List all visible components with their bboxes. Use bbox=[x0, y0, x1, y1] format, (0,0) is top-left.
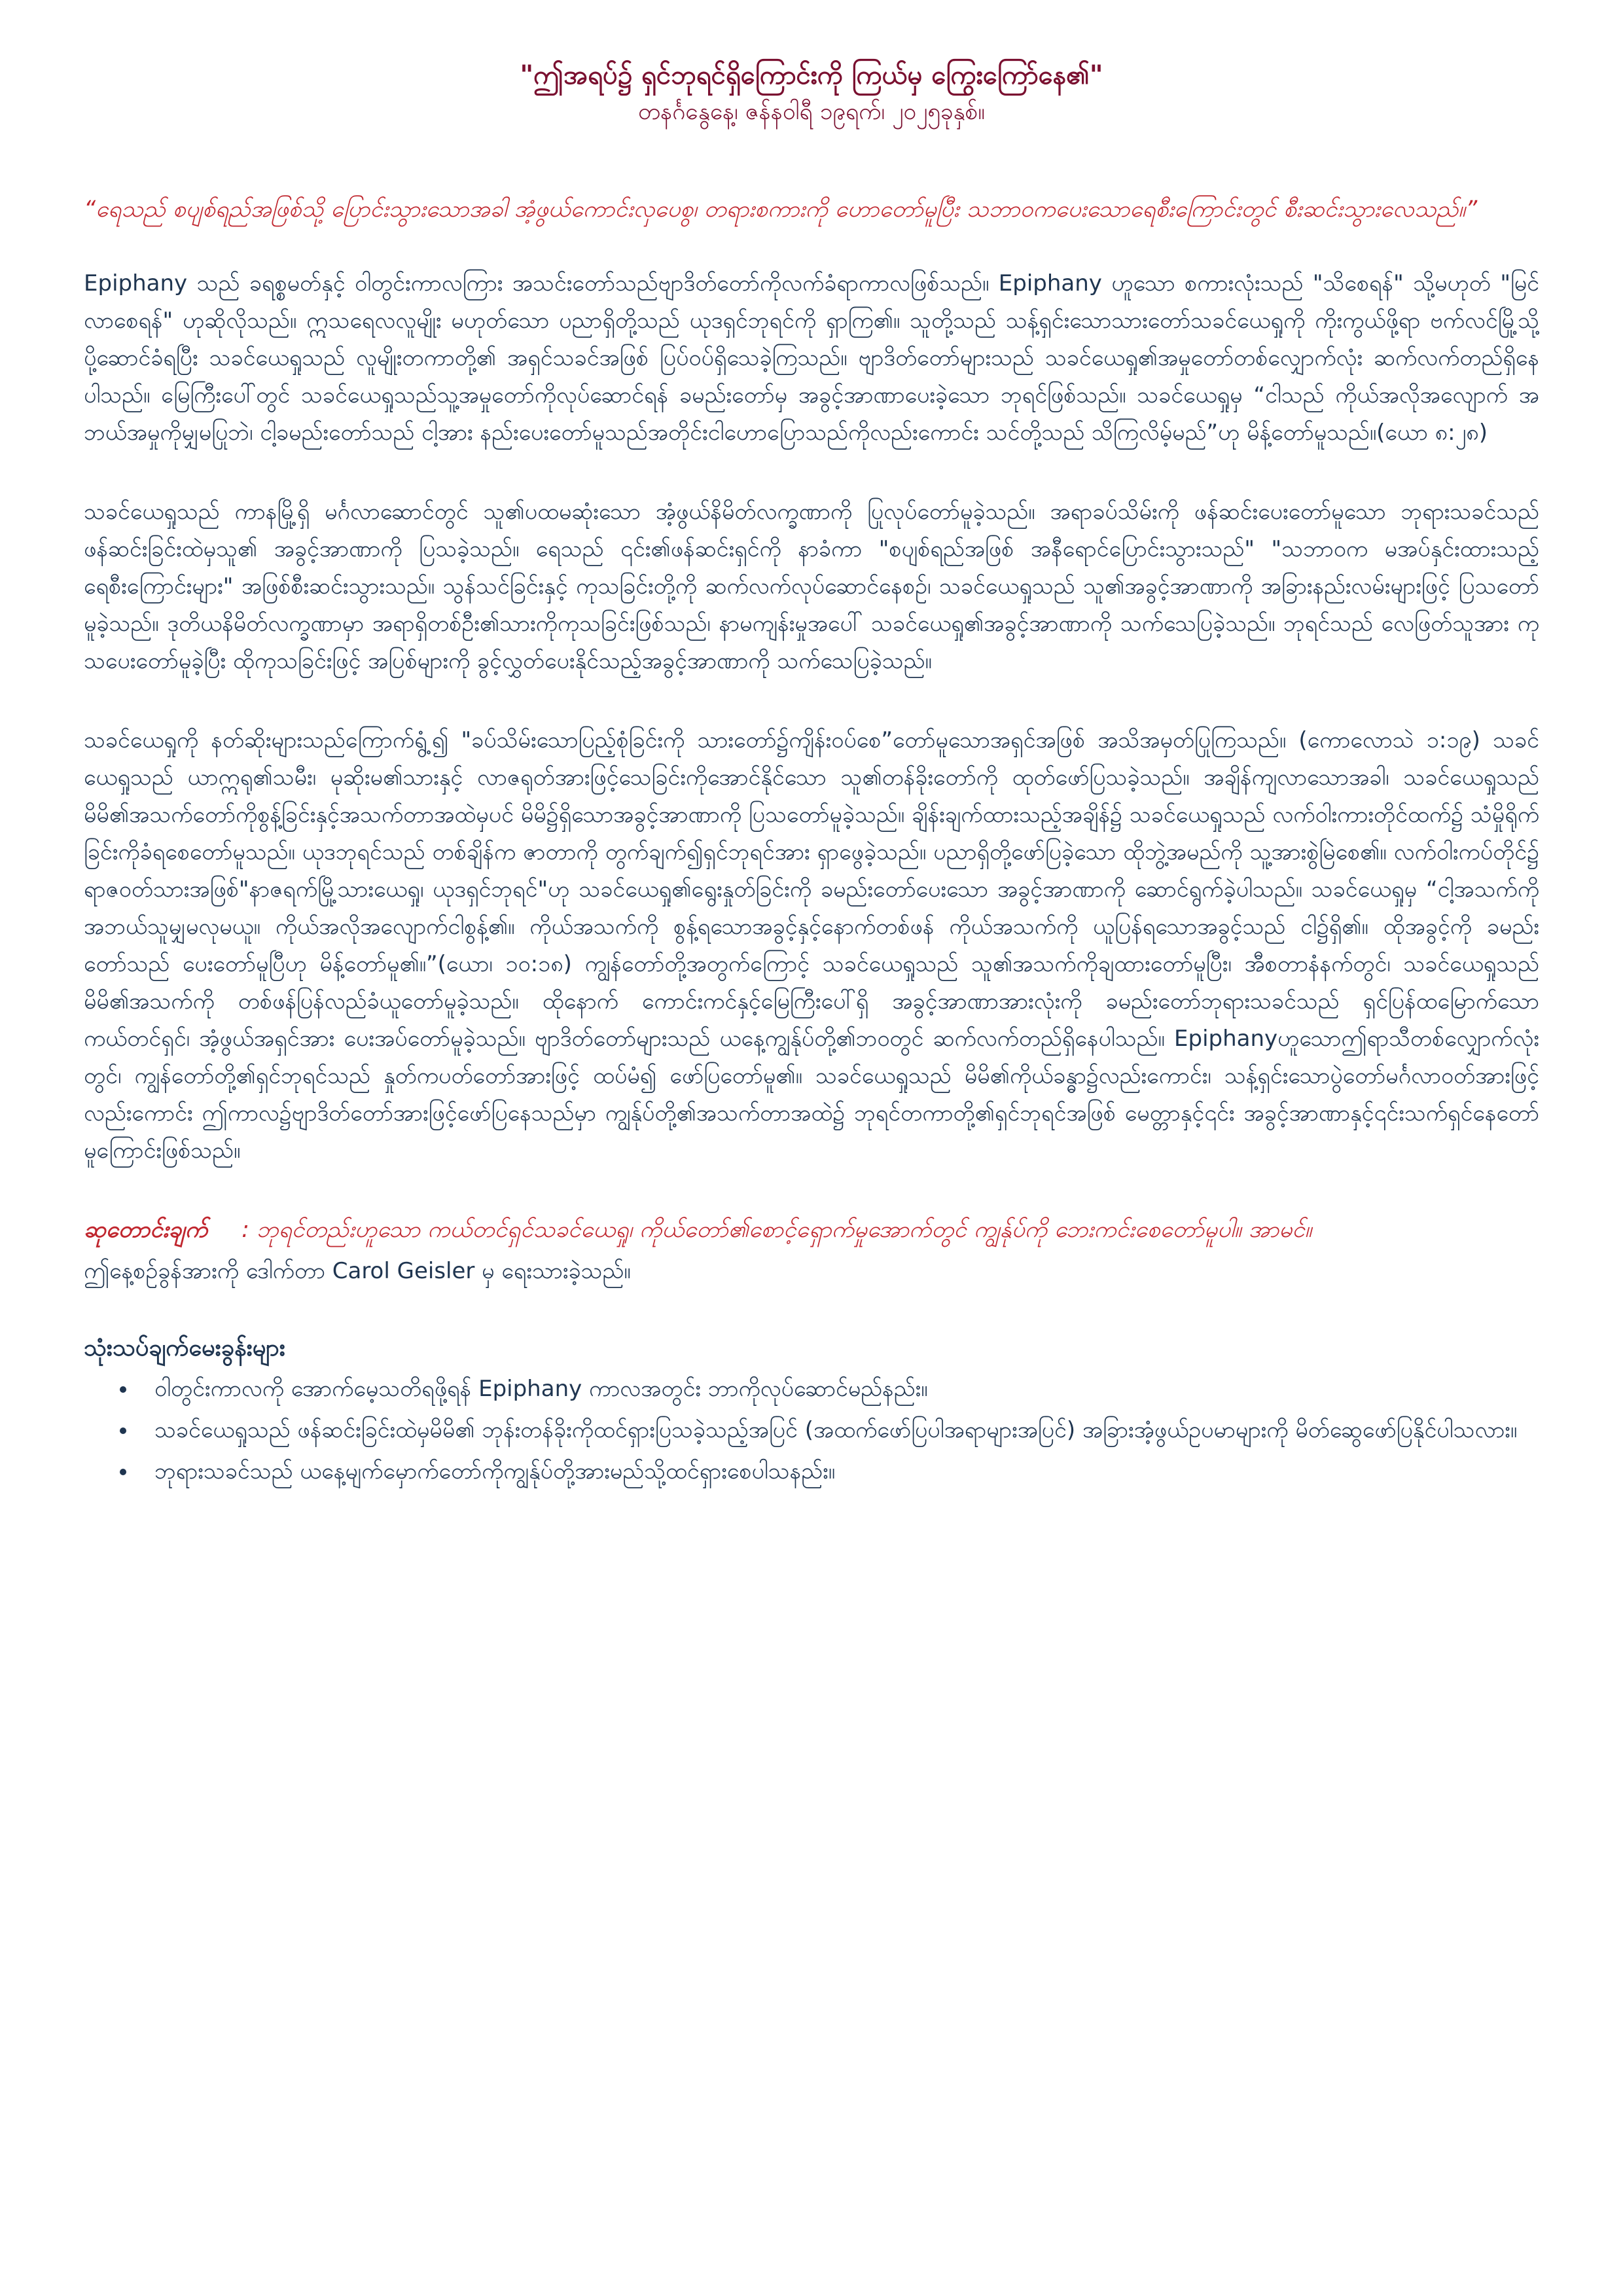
question-item-1: • ဝါတွင်းကာလကို အောက်မေ့သတိရဖို့ရန် Epiphany ကာလအတွင်း ဘာကိုလုပ်ဆောင်မည်နည်း။ bbox=[137, 1371, 1539, 1408]
body-paragraph-3: သခင်ယေရှုကို နတ်ဆိုးများသည်ကြောက်ရွံ့၍ "ခပ်သိမ်းသောပြည့်စုံခြင်းကို သားတော်၌ကျိန်းဝပ်စေ”တော်မူသောအရှင်အဖြစ် အသိအမှတ်ပြုကြသည်။ (ကောလောသဲ ၁:၁၉) သခင်ယေရှုသည် ယာဣရု၏သမီး၊ မုဆိုးမ၏သားနှင့် လာဇရုတ်အားဖြင့်သေခြင်းကိုအောင်နိုင်သော သူ၏တန်ခိုးတော်ကို ထုတ်ဖော်ပြသခဲ့သည်။ အချိန်ကျလာသောအခါ၊ သခင်ယေရှုသည် မိမိ၏အသက်တော်ကိုစွန့်ခြင်းနှင့်အသက်တာအထဲမှပင် မိမိ၌ရှိသောအခွင့်အာဏာကို ပြသတော်မူခဲ့သည်။ ချိန်းချက်ထားသည့်အချိန်၌ သခင်ယေရှုသည် လက်ဝါးကားတိုင်ထက်၌ သံမှိုရိုက်ခြင်းကိုခံရစေတော်မူသည်။ ယုဒဘုရင်သည် တစ်ချိန်က ဇာတာကို တွက်ချက်၍ရှင်ဘုရင်အား ရှာဖွေခဲ့သည်။ ပညာရှိတို့ဖော်ပြခဲ့သော ထိုဘွဲ့အမည်ကို သူ့အားစွဲမြဲစေ၏။ လက်ဝါးကပ်တိုင်၌ ရာဇဝတ်သားအဖြစ်"နာဇရက်မြို့သားယေရှု၊ ယုဒရှင်ဘုရင်"ဟု သခင်ယေရှု၏ရွေးနှုတ်ခြင်းကို ခမည်းတော်ပေးသော အခွင့်အာဏာကို ဆောင်ရွက်ခဲ့ပါသည်။ သခင်ယေရှုမှ “ငါ့အသက်ကို အဘယ်သူမျှမလုမယူ။ ကိုယ်အလိုအလျောက်ငါစွန့်၏။ ကိုယ်အသက်ကို စွန့်ရသောအခွင့်နှင့်နောက်တစ်ဖန် ကိုယ်အသက်ကို ယူပြန်ရသောအခွင့်သည် ငါ၌ရှိ၏။ ထိုအခွင့်ကို ခမည်းတော်သည် ပေးတော်မူပြီဟု မိန့်တော်မူ၏။”(ယော၊ ၁၀:၁၈) ကျွန်တော်တို့အတွက်ကြောင့် သခင်ယေရှုသည် သူ၏အသက်ကိုချထားတော်မူပြီး၊ အီစတာနံနက်တွင်၊ သခင်ယေရှုသည် မိမိ၏အသက်ကို တစ်ဖန်ပြန်လည်ခံယူတော်မူခဲ့သည်။ ထိုနောက် ကောင်းကင်နှင့်မြေကြီးပေါ်ရှိ အခွင့်အာဏာအားလုံးကို ခမည်းတော်ဘုရားသခင်သည် ရှင်ပြန်ထမြောက်သော ကယ်တင်ရှင်၊ အံ့ဖွယ်အရှင်အား ပေးအပ်တော်မူခဲ့သည်။ ဗျာဒိတ်တော်များသည် ယနေ့ကျွန်ုပ်တို့၏ဘဝတွင် ဆက်လက်တည်ရှိနေပါသည်။ Epiphanyဟူသောဤရာသီတစ်လျှောက်လုံးတွင်၊ ကျွန်တော်တို့၏ရှင်ဘုရင်သည် နှုတ်ကပတ်တော်အားဖြင့် ထပ်မံ၍ ဖော်ပြတော်မူ၏။ သခင်ယေရှုသည် မိမိ၏ကိုယ်ခန္ဓာ၌လည်းကောင်း၊ သန့်ရှင်းသောပွဲတော်မင်္ဂလာဝတ်အားဖြင့်လည်းကောင်း ဤကာလ၌ဗျာဒိတ်တော်အားဖြင့်ဖော်ပြနေသည်မှာ ကျွန်ုပ်တို့၏အသက်တာအထဲ၌ ဘုရင်တကာတို့၏ရှင်ဘုရင်အဖြစ် မေတ္တာနှင့်၎င်း အခွင့်အာဏာနှင့်၎င်းသက်ရှင်နေတော်မူကြောင်းဖြစ်သည်။ bbox=[84, 727, 1539, 1164]
page-title: "ဤအရပ်၌ ရှင်ဘုရင်ရှိကြောင်းကို ကြယ်မှ ကြွေးကြော်နေ၏" bbox=[520, 60, 1103, 90]
date-line: တနင်္ဂနွေနေ့၊ ဇန်နဝါရီ ၁၉ရက်၊ ၂၀၂၅ခုနှစ်။ bbox=[638, 99, 985, 125]
question-item-2: • သခင်ယေရှုသည် ဖန်ဆင်းခြင်းထဲမှမိမိ၏ ဘုန်းတန်ခိုးကိုထင်ရှားပြသခဲ့သည့်အပြင် (အထက်ဖော်ပြပါအရာများအပြင်) အခြားအံ့ဖွယ်ဥပမာများကို မိတ်ဆွေဖော်ပြနိုင်ပါသလား။ bbox=[137, 1412, 1539, 1449]
prayer bbox=[84, 1211, 1539, 1249]
prayer-text: : ဘုရင်တည်းဟူသော ကယ်တင်ရှင်သခင်ယေရှု၊ ကိုယ်တော်၏စောင့်ရှောက်မှုအောက်တွင် ကျွန်ုပ်ကို ဘေးကင်းစေတော်မူပါ။ အာမင်။ bbox=[241, 1217, 1312, 1243]
opening-quote: “ရေသည် စပျစ်ရည်အဖြစ်သို့ ပြောင်းသွားသောအခါ အံ့ဖွယ်ကောင်းလှပေစွ၊ တရားစကားကို ဟောတော်မူပြီး သဘာဝကပေးသောရေစီးကြောင်းတွင် စီးဆင်းသွားလေသည်။” bbox=[84, 196, 1478, 223]
questions-list bbox=[84, 1371, 1539, 1490]
body-paragraph-2: သခင်ယေရှုသည် ကာနမြို့ရှိ မင်္ဂလာဆောင်တွင် သူ၏ပထမဆုံးသော အံ့ဖွယ်နိမိတ်လက္ခဏာကို ပြုလုပ်တော်မူခဲ့သည်။ အရာခပ်သိမ်းကို ဖန်ဆင်းပေးတော်မူသော ဘုရားသခင်သည် ဖန်ဆင်းခြင်းထဲမှသူ၏ အခွင့်အာဏာကို ပြသခဲ့သည်။ ရေသည် ၎င်း၏ဖန်ဆင်းရှင်ကို နာခံကာ "စပျစ်ရည်အဖြစ် အနီရောင်ပြောင်းသွားသည်" "သဘာဝက မအပ်နှင်းထားသည့် ရေစီးကြောင်းများ" အဖြစ်စီးဆင်းသွားသည်။ သွန်သင်ခြင်းနှင့် ကုသခြင်းတို့ကို ဆက်လက်လုပ်ဆောင်နေစဉ်၊ သခင်ယေရှုသည် သူ၏အခွင့်အာဏာကို အခြားနည်းလမ်းများဖြင့် ပြသတော်မူခဲ့သည်။ ဒုတိယနိမိတ်လက္ခဏာမှာ အရာရှိတစ်ဦး၏သားကိုကုသခြင်းဖြစ်သည်၊ နာမကျန်းမှုအပေါ် သခင်ယေရှု၏အခွင့်အာဏာကို သက်သေပြခဲ့သည်။ ဘုရင်သည် လေဖြတ်သူအား ကုသပေးတော်မူခဲ့ပြီး ထိုကုသခြင်းဖြင့် အပြစ်များကို ခွင့်လွှတ်ပေးနိုင်သည့်အခွင့်အာဏာကို သက်သေပြခဲ့သည်။ bbox=[84, 499, 1539, 674]
questions-heading: သုံးသပ်ချက်မေးခွန်းများ bbox=[84, 1335, 285, 1361]
prayer-label: ဆုတောင်းချက် bbox=[84, 1217, 208, 1243]
author-credit: ဤနေ့စဉ်ခွန်အားကို ဒေါက်တာ Carol Geisler မှ ရေးသားခဲ့သည်။ bbox=[84, 1258, 631, 1284]
question-item-3: • ဘုရားသခင်သည် ယနေ့မျက်မှောက်တော်ကိုကျွန်ုပ်တို့အားမည်သို့ထင်ရှားစေပါသနည်း။ bbox=[137, 1453, 1539, 1490]
body-paragraph-1: Epiphany သည် ခရစ္စမတ်နှင့် ဝါတွင်းကာလကြား အသင်းတော်သည်ဗျာဒိတ်တော်ကိုလက်ခံရာကာလဖြစ်သည်။ Epiphany ဟူသော စကားလုံးသည် "သိစေရန်" သို့မဟုတ် "မြင်လာစေရန်" ဟုဆိုလိုသည်။ ဣသရေလလူမျိုး မဟုတ်သော ပညာရှိတို့သည် ယုဒရှင်ဘုရင်ကို ရှာကြ၏။ သူတို့သည် သန့်ရှင်းသောသားတော်သခင်ယေရှုကို ကိုးကွယ်ဖို့ရာ ဗက်လင်မြို့သို့ပို့ဆောင်ခံရပြီး သခင်ယေရှုသည် လူမျိုးတကာတို့၏ အရှင်သခင်အဖြစ် ပြပ်ဝပ်ရှိသေခဲ့ကြသည်။ ဗျာဒိတ်တော်များသည် သခင်ယေရှု၏အမှုတော်တစ်လျှောက်လုံး ဆက်လက်တည်ရှိနေပါသည်။ မြေကြီးပေါ်တွင် သခင်ယေရှုသည်သူ့အမှုတော်ကိုလုပ်ဆောင်ရန် ခမည်းတော်မှ အခွင့်အာဏာပေးခဲ့သော ဘုရင်ဖြစ်သည်။ သခင်ယေရှုမှ “ငါသည် ကိုယ်အလိုအလျောက် အဘယ်အမှုကိုမျှမပြုဘဲ၊ ငါ့ခမည်းတော်သည် ငါ့အား နည်းပေးတော်မူသည်အတိုင်းငါဟောပြောသည်ကိုလည်းကောင်း သင်တို့သည် သိကြလိမ့်မည်”ဟု မိန့်တော်မူသည်။(ယော ၈:၂၈) bbox=[84, 270, 1539, 446]
